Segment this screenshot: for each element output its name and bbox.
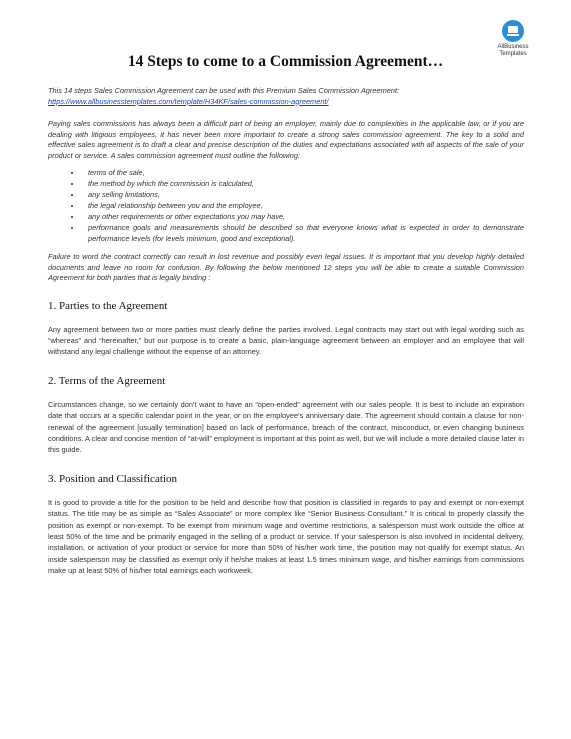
section-text: Circumstances change, so we certainly don’t want to have an “open-ended” agreement with our sales people. It is best to include an expiration date that occurs at a specific calendar point in the year, or on the employee’s anniversary date. The agreement should contain a clause for non-renewal of the agreement [usually termination] based on lack of performance, breach of the contract, misconduct, or even changing business conditions. A clear and concise mention of “at-will” employment is important at this point as well, but we will include a more detailed clause later in this guide. (48, 399, 524, 455)
steps-paragraph: Failure to word the contract correctly can result in lost revenue and possibly even legal issues. It is important that you develop highly detailed documents and leave no room for confusion. By following the below mentioned 12 steps you will be able to create a suitable Commission Agreement for both parties that is legally binding : (48, 252, 524, 282)
section-heading: 3. Position and Classification (48, 472, 177, 485)
section-heading: 2. Terms of the Agreement (48, 374, 166, 387)
list-item: • performance goals and measurements should be described so that everyone knows what is expected in order to demonstrate performance levels (for levels minimum, good and exceptional). (82, 222, 524, 244)
list-item: • any other requirements or other expectations you may have, (82, 211, 524, 222)
laptop-icon (502, 20, 524, 42)
requirements-list (48, 167, 524, 244)
brand-name-line1: AllBusiness (497, 44, 529, 50)
section-text: It is good to provide a title for the position to be held and describe how that position is classified in regards to pay and exempt or non-exempt status. The title may be as simple as “Sales Associate” or more complex like “Senior Business Consultant.” It is critical to properly classify the position as exempt or non-exempt. To be exempt from minimum wage and overtime restrictions, a salesperson must work outside the office at least 50% of the time and be primarily engaged in the selling of a product or service. If your salesperson is also involved in incidental delivery, installation, or activation of your product or service for more than 50% of his/her work time, the position may not qualify for exempt status. An inside salesperson may be classified as exempt only if he/she makes at least 1.5 times minimum wage, and his/her earnings from commissions make up at least 50% of his/her total earnings each workweek. (48, 497, 524, 576)
intro-paragraph: Paying sales commissions has always been a difficult part of being an employer, mainly due to complexities in the applicable law, or if you are dealing with litigious employees, it has never been more important to create a strong sales commission agreement. The key to a solid and effective sales agreement is to draft a clear and precise description of the duties and expectations associated with all aspects of the sale of your product or service. A sales commission agreement must outline the following: (48, 119, 524, 160)
document-body (48, 86, 524, 577)
list-item: • the legal relationship between you and the employee, (82, 200, 524, 211)
list-item: • the method by which the commission is calculated, (82, 178, 524, 189)
section-text: Any agreement between two or more parties must clearly define the parties involved. Legal contracts may start out with legal wording such as “whereas” and “hereinafter,” but our purpose is to create a basic, plain-language agreement between an employer and an employee that will withstand any legal challenge without the expense of an attorney. (48, 324, 524, 357)
section-heading: 1. Parties to the Agreement (48, 299, 168, 312)
list-item: • any selling limitations, (82, 189, 524, 200)
document-title: 14 Steps to come to a Commission Agreement… (127, 53, 444, 70)
list-item: • terms of the sale, (82, 167, 524, 178)
brand-name-line2: Templates (499, 51, 527, 57)
template-link[interactable]: https://www.allbusinesstemplates.com/template/H34KF/sales-commission-agreement/ (48, 96, 329, 106)
intro-line: This 14 steps Sales Commission Agreement can be used with this Premium Sales Commission Agreement: (48, 86, 400, 95)
